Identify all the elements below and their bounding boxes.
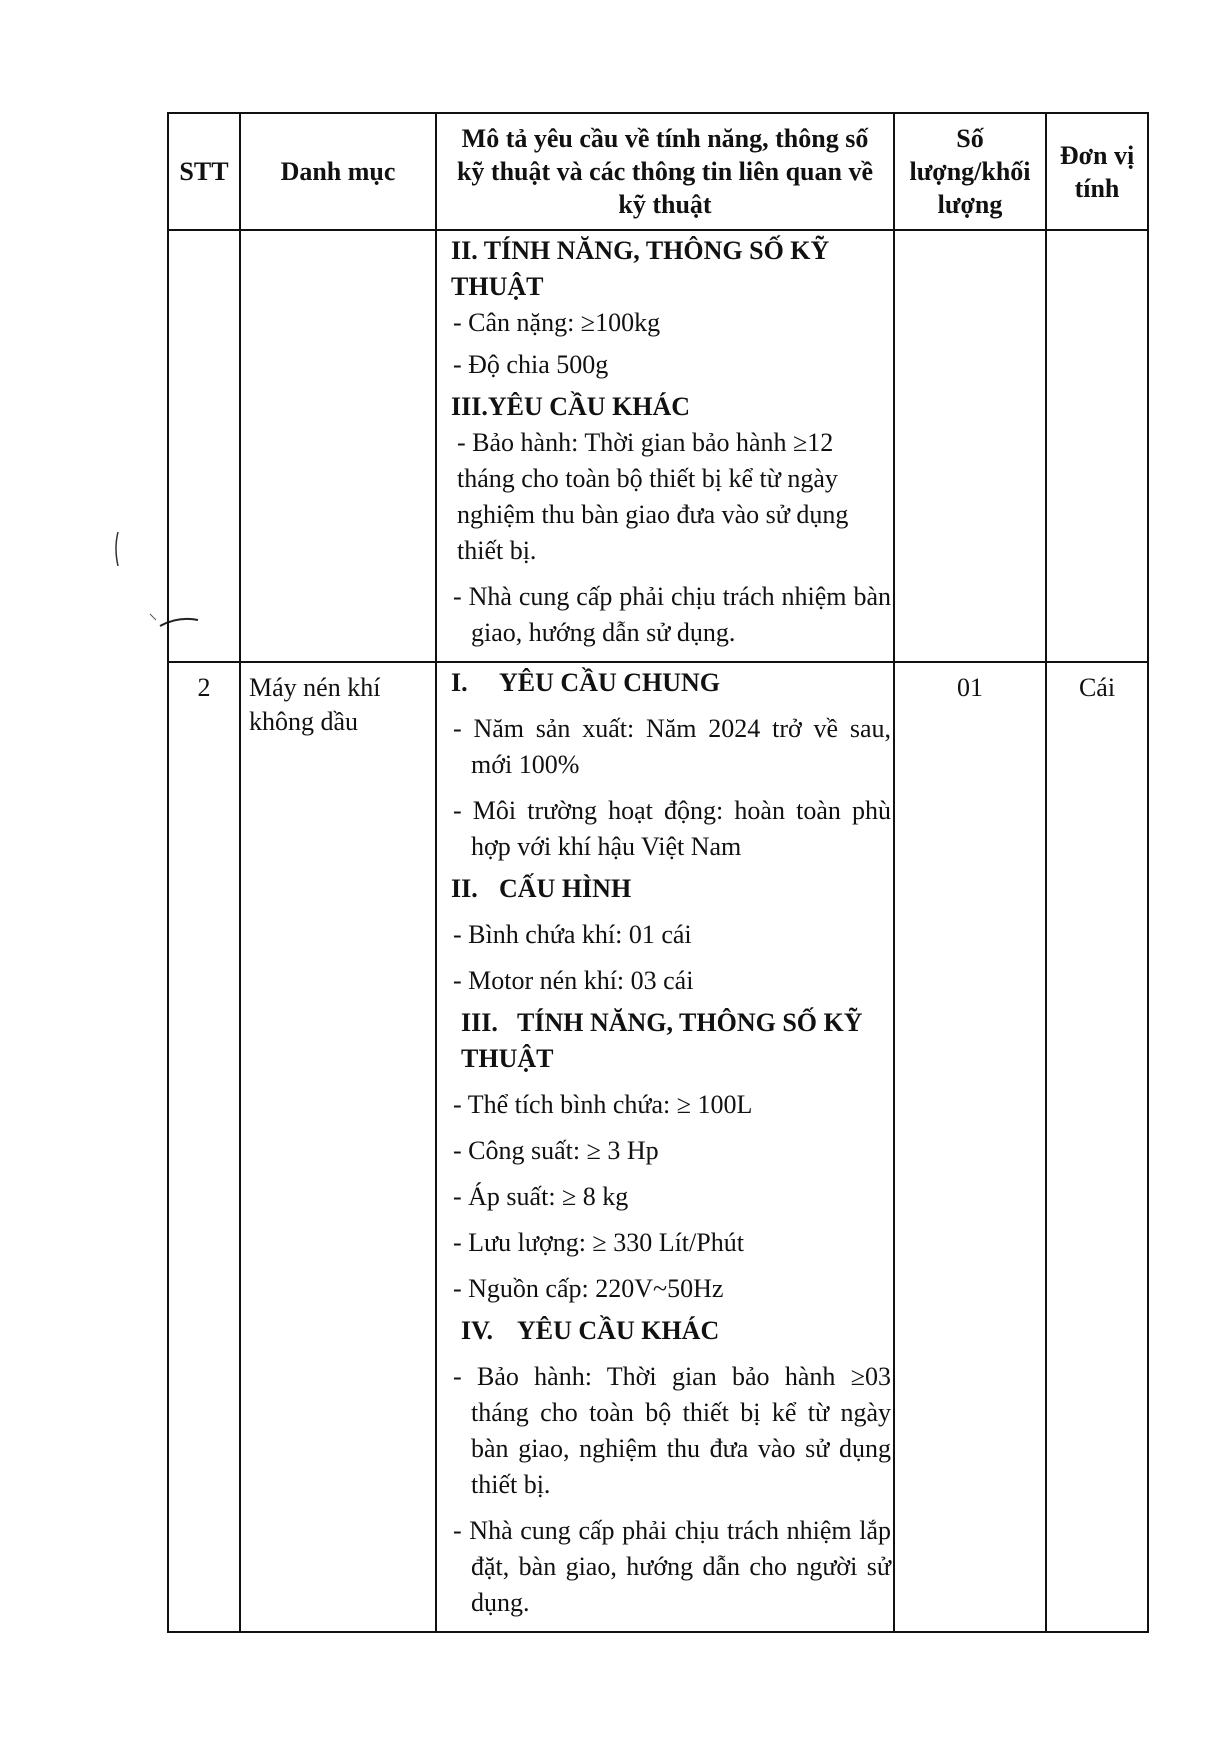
row2-supplier: - Nhà cung cấp phải chịu trách nhiệm lắp đặt, bàn giao, hướng dẫn cho người sử dụng. (453, 1516, 891, 1617)
row1-sec3-num: III. (451, 392, 488, 421)
row1-spec: - Cân nặng: ≥100kg (453, 308, 661, 337)
row1-description (436, 230, 894, 662)
row1-warranty: - Bảo hành: Thời gian bảo hành ≥12 tháng cho toàn bộ thiết bị kể từ ngày nghiệm thu bàn giao đưa vào sử dụng thiết bị. (457, 428, 849, 565)
row1-stt (168, 230, 240, 662)
row1-section-2 (451, 233, 891, 305)
spec-table (167, 112, 1149, 1633)
row1-category (240, 230, 436, 662)
header-description: Mô tả yêu cầu về tính năng, thông số kỹ thuật và các thông tin liên quan về kỹ thuật (436, 113, 894, 230)
header-stt: STT (168, 113, 240, 230)
header-unit: Đơn vị tính (1046, 113, 1148, 230)
header-category: Danh mục (240, 113, 436, 230)
row1-sec2-title: TÍNH NĂNG, THÔNG SỐ KỸ THUẬT (451, 236, 830, 301)
row2-sec1-title: YÊU CẦU CHUNG (499, 668, 720, 697)
header-row (168, 113, 1148, 230)
row2-spec: - Công suất: ≥ 3 Hp (453, 1136, 659, 1165)
row1-spec: - Độ chia 500g (453, 350, 609, 379)
row2-spec: - Thể tích bình chứa: ≥ 100L (453, 1090, 753, 1119)
row1-sec3-title: YÊU CẦU KHÁC (487, 392, 691, 421)
row2-spec: - Lưu lượng: ≥ 330 Lít/Phút (453, 1228, 744, 1257)
row2-section-3 (461, 1005, 891, 1077)
row1-supplier: - Nhà cung cấp phải chịu trách nhiệm bàn giao, hướng dẫn sử dụng. (453, 582, 891, 647)
row2-sec4-num: IV. (461, 1316, 494, 1345)
row2-category: Máy nén khí không dầu (240, 662, 436, 1632)
row2-sec2-num: II. (451, 874, 478, 903)
row2-section-1 (451, 665, 891, 701)
row1-quantity (894, 230, 1046, 662)
row1-section-3 (451, 389, 891, 425)
row2-general: - Năm sản xuất: Năm 2024 trở về sau, mới 100% (453, 714, 891, 779)
row2-description (436, 662, 894, 1632)
table-row (168, 230, 1148, 662)
row2-sec1-num: I. (451, 668, 468, 697)
row2-spec: - Áp suất: ≥ 8 kg (453, 1182, 629, 1211)
row2-section-4 (461, 1313, 891, 1349)
row1-sec2-num: II. (451, 236, 478, 265)
row2-general: - Môi trường hoạt động: hoàn toàn phù hợp với khí hậu Việt Nam (453, 796, 891, 861)
row1-unit (1046, 230, 1148, 662)
row2-stt: 2 (168, 662, 240, 1632)
row2-warranty: - Bảo hành: Thời gian bảo hành ≥03 tháng cho toàn bộ thiết bị kể từ ngày bàn giao, nghiệm thu đưa vào sử dụng thiết bị. (453, 1362, 891, 1499)
row2-config: - Motor nén khí: 03 cái (453, 966, 694, 995)
header-quantity: Số lượng/khối lượng (894, 113, 1046, 230)
row2-sec3-num: III. (461, 1008, 498, 1037)
row2-sec4-title: YÊU CẦU KHÁC (517, 1316, 720, 1345)
row2-config: - Bình chứa khí: 01 cái (453, 920, 692, 949)
row2-spec: - Nguồn cấp: 220V~50Hz (453, 1274, 724, 1303)
row2-section-2 (451, 871, 891, 907)
row2-unit: Cái (1046, 662, 1148, 1632)
row2-sec2-title: CẤU HÌNH (499, 874, 632, 903)
row2-quantity: 01 (894, 662, 1046, 1632)
row2-sec3-title: TÍNH NĂNG, THÔNG SỐ KỸ THUẬT (461, 1008, 863, 1073)
table-row (168, 662, 1148, 1632)
